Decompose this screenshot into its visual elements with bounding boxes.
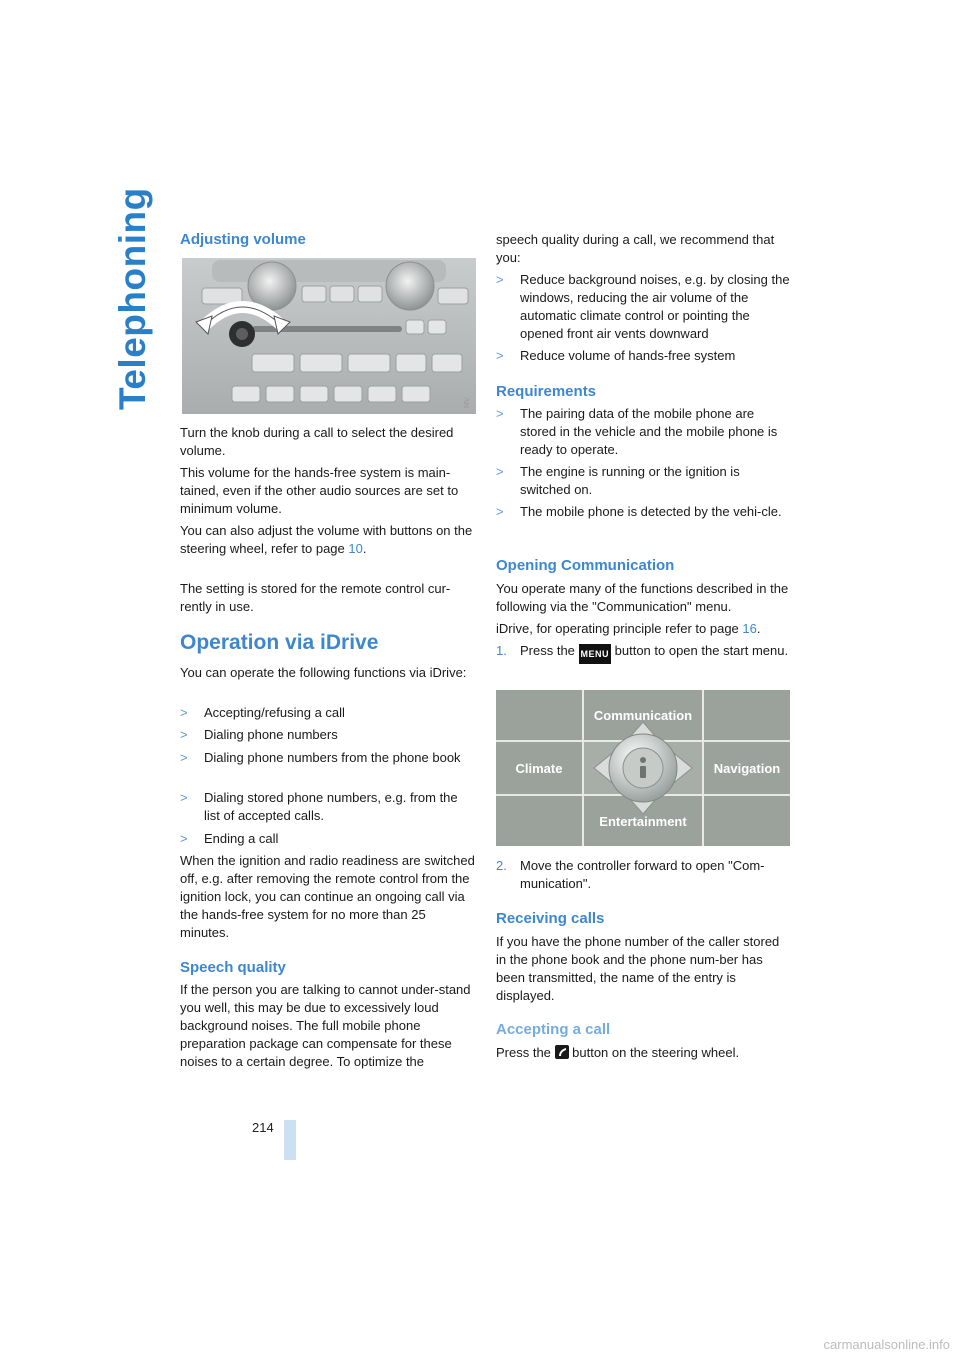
list-item: > The pairing data of the mobile phone are stored in the vehicle and the mobile phone is ready to operate.	[496, 406, 778, 457]
page-number: 214	[252, 1120, 274, 1135]
speech-quality-continued: speech quality during a call, we recommend that you:	[496, 232, 775, 265]
heading-opening-communication: Opening Communication	[496, 557, 675, 574]
speech-quality-para: If the person you are talking to cannot under-stand you well, this may be due to excessively loud background noises. The full mobile phone preparation package can compensate for these noises to a certain degree. To optimize the	[180, 982, 471, 1069]
menu-item-climate[interactable]: Climate	[496, 742, 582, 794]
receiving-para: If you have the phone number of the caller stored in the phone book and the phone num-ber has been transmitted, the name of the entry is displayed.	[496, 934, 780, 1003]
accepting-para: Press the button on the steering wheel.	[496, 1044, 792, 1064]
menu-button-icon: MENU	[579, 644, 612, 664]
heading-speech-quality: Speech quality	[180, 959, 286, 976]
menu-item-navigation[interactable]: Navigation	[704, 742, 790, 794]
list-item: > Dialing stored phone numbers, e.g. from the list of accepted calls.	[180, 790, 458, 823]
volume-para-3: You can also adjust the volume with buttons on the steering wheel, refer to page 10.	[180, 523, 473, 556]
phone-handset-icon	[555, 1045, 569, 1064]
list-item: > Dialing phone numbers from the phone book	[180, 750, 461, 765]
operation-intro: You can operate the following functions via iDrive:	[180, 665, 467, 680]
list-item: > The engine is running or the ignition is switched on.	[496, 464, 740, 497]
list-item: > Accepting/refusing a call	[180, 705, 345, 720]
list-item: > Dialing phone numbers	[180, 727, 338, 742]
radio-control-panel-image	[182, 258, 476, 414]
step-1: 1. Press the MENU button to open the start menu.	[496, 642, 792, 664]
page-link-10[interactable]: 10	[348, 541, 363, 556]
menu-item-entertainment[interactable]: Entertainment	[584, 796, 702, 846]
list-item: > Reduce background noises, e.g. by closing the windows, reducing the air volume of the automatic climate control or pointing the opened front air vents downward	[496, 272, 790, 341]
volume-para-1: Turn the knob during a call to select the desired volume.	[180, 425, 454, 458]
heading-receiving-calls: Receiving calls	[496, 910, 605, 927]
opening-para-2: iDrive, for operating principle refer to page 16.	[496, 621, 761, 636]
step-2: 2. Move the controller forward to open "Com-munication".	[496, 858, 765, 891]
volume-para-2: This volume for the hands-free system is main-tained, even if the other audio sources are set to minimum volume.	[180, 465, 459, 516]
chapter-title: Telephoning	[112, 187, 153, 410]
idrive-start-menu-image	[496, 690, 790, 846]
operation-outro: When the ignition and radio readiness are switched off, e.g. after removing the remote control from the ignition lock, you can continue an ongoing call via the hands-free system for no more than 25 minutes.	[180, 853, 475, 940]
heading-accepting-call: Accepting a call	[496, 1021, 611, 1038]
svg-text:MV: MV	[464, 397, 471, 408]
volume-para-4: The setting is stored for the remote control cur-rently in use.	[180, 581, 451, 614]
opening-para-1: You operate many of the functions described in the following via the "Communication" menu.	[496, 581, 789, 614]
page-link-16[interactable]: 16	[742, 621, 757, 636]
heading-operation-idrive: Operation via iDrive	[180, 631, 379, 654]
list-item: > Reduce volume of hands-free system	[496, 348, 736, 363]
list-item: > Ending a call	[180, 831, 279, 846]
idrive-controller-icon	[496, 690, 790, 846]
heading-adjusting-volume: Adjusting volume	[180, 231, 306, 248]
watermark: carmanualsonline.info	[823, 1337, 950, 1352]
list-item: > The mobile phone is detected by the vehi-cle.	[496, 504, 782, 519]
heading-requirements: Requirements	[496, 383, 597, 400]
menu-item-communication[interactable]: Communication	[584, 690, 702, 740]
page-marker-bar	[284, 1120, 296, 1160]
